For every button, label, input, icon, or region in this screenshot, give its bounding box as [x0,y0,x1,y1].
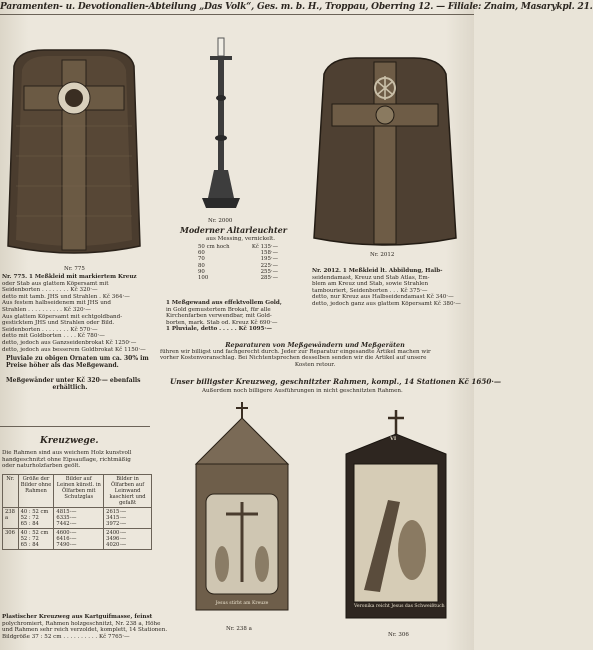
text-line: Aus festem halbseidenem mit JHS und [2,300,111,307]
text-line: Preise höher als das Meßgewand. [6,361,119,369]
text-line: 1 Pluviale, detto . . . . . Kč 1095·— [166,326,272,333]
vestment-2012-description [312,268,472,308]
text-line: tambouriert, Seidenborten . . . Kč 375·— [312,287,428,294]
repair-section [160,342,470,368]
page-header: Paramenten- u. Devotionalien-Abteilung „Das Volk“, Ges. m. b. H., Troppau, Oberring 12. — Filiale: Znaim, Masarykpl. 21. [0,2,474,15]
kreuzwege-intro [2,450,150,470]
table-cell: 306 [3,529,19,550]
leuchter-row: 60 158·— [198,250,278,257]
text-line: detto, jedoch aus Ganzseidenbrokat Kč 1250·— [2,339,137,346]
table-cell: 2615·— 3415·— 3972·— [104,508,152,529]
leuchter-row: 50 cm hoch Kč 135·— [198,244,278,250]
text-line: detto, nur Kreuz aus Halbseidendamast Kč 340·— [312,294,454,301]
text-line: Bildgröße 37 : 52 cm . . . . . . . . . . Kč 7765·— [2,633,130,640]
text-line: Kirchenfarben verwendbar, mit Gold- [166,313,272,320]
caption-775: Nr. 775 [64,266,85,272]
plastic-kreuzweg-description [2,614,168,640]
leuchter-title: Moderner Altarleuchter [180,225,287,235]
station-306-plaque: Veronika reicht Jesus das Schweißtuch [354,604,445,609]
text-line: Meßgewänder unter Kč 320·— ebenfalls [6,377,141,384]
text-line: gesticktem JHS und Strahlen oder Bild. [2,320,115,327]
caption-238a: Nr. 238 a [226,626,252,632]
table-cell: 2400·— 3496·— 4020·— [104,529,152,550]
leuchter-row: 70 195·— [198,256,278,263]
text-line: vorher Kostenvoranschlag. Bei Nichtentsprechen desselben senden wir die Artikel auf unsere [160,355,427,362]
messgewaender-note [6,377,141,391]
text-line: handgeschnitzt ohne Eipsauflage, richtmäßig [2,456,131,463]
text-line: Seidenborten . . . . . . . . Kč 570·— [2,326,98,333]
leuchter-row: 100 285·— [198,275,278,282]
text-line: borten, mark. Stab od. Kreuz Kč 690·— [166,319,278,326]
kreuzweg-offer-title: Unser billigster Kreuzweg, geschnitzter Rahmen, kompl., 14 Stationen Kč 1650·— [170,377,502,386]
divider [0,426,150,427]
station-238a-plaque: Jesus stirbt am Kreuze [215,601,269,606]
vestment-2012-illustration [310,52,460,252]
table-row [3,508,152,529]
caption-2000: Nr. 2000 [208,218,233,224]
text-line: detto mit tamb. JHS und Strahlen . Kč 364·— [2,293,130,300]
text-line: Pluviale zu obigen Ornaten um ca. 30% im [6,355,149,362]
table-cell: 238 a [3,508,19,529]
repair-title: Reparaturen von Meßgewändern und Meßgeräten [225,341,405,349]
text-line: Nr. 775. 1 Meßkleid mit markiertem Kreuz [2,274,137,280]
table-cell: 40 : 52 cm 52 : 72 65 : 84 [18,508,54,529]
vestment-775-description [2,274,146,353]
station-306-number: VI [390,436,397,442]
leuchter-price-list [198,244,278,281]
text-line: oder naturholzfarben geölt. [2,463,81,470]
text-line: detto, jedoch aus besserem Goldbrokat Kč 1150·— [2,346,146,353]
table-cell: 40 : 52 cm 52 : 72 65 : 84 [18,529,54,550]
kreuzwege-price-table [2,474,152,550]
table-header: Bilder auf Leinen künstl. in Ölfarben mit Schutzglas [54,475,104,508]
text-line: Plastischer Kreuzweg aus Kartguifmasse, feinst [2,614,153,620]
leuchter-row: 90 255·— [198,268,278,275]
candlestick-illustration [196,38,246,218]
text-line: detto mit Goldborten . . . . Kč 780·— [2,333,105,340]
text-line: Nr. 2012. 1 Meßkleid lt. Abbildung, Halb- [312,268,443,274]
text-line: seidendamast, Kreuz und Stab Atlas, Em- [312,274,430,281]
vestment-775-illustration [4,46,144,264]
table-cell: 4815·— 6335·— 7442·— [54,508,104,529]
text-line: Aus glattem Köpersamt mit echtgoldband- [2,313,123,320]
table-header: Nr. [3,475,19,508]
table-header: Größe der Bilder ohne Rahmen [18,475,54,508]
text-line: oder Stab aus glattem Köpersamt mit [2,280,109,287]
text-line: Die Rahmen sind aus weichem Holz kunstvoll [2,450,132,456]
caption-306: Nr. 306 [388,632,409,638]
text-line: in Gold gemustertem Brokat, für alle [166,306,271,313]
leuchter-row: 80 225·— [198,262,278,269]
text-line: polychromiert, Rahmen holzgeschnitzt, Nr. 238 a, Höhe [2,620,161,627]
text-line: detto, jedoch ganz aus glattem Köpersamt Kč 380·— [312,300,461,307]
text-line: Kosten retour. [294,361,336,368]
text-line: Strahlen . . . . . . . . . . Kč 320·— [2,306,91,313]
kreuzweg-offer-sub: Außerdem noch billigere Ausführungen in nicht geschnitzten Rahmen. [202,388,403,394]
text-line: Seidenborten . . . . . . . . Kč 320·— [2,287,98,294]
messgewand-gold-description [166,300,306,333]
table-cell: 4600·— 6416·— 7490·— [54,529,104,550]
text-line: blem am Kreuz und Stab, sowie Strahlen [312,281,429,288]
text-line: erhältlich. [52,383,88,391]
table-row [3,529,152,550]
text-line: und Rahmen sehr reich verzoldet, komplett, 14 Stationen. [2,627,168,634]
text-line: führen wir billigst und fachgerecht durch. Jeder zur Reparatur eingesandte Artikel machen wir [160,348,431,355]
station-238a-illustration [192,402,292,620]
kreuzwege-title: Kreuzwege. [40,436,99,446]
table-header: Bilder in Ölfarben auf Leinwand kaschiert und gefaßt [104,475,152,508]
pluviale-note [6,355,149,369]
text-line: 1 Meßgewand aus effektvollem Gold, [166,300,282,306]
leuchter-subtitle: aus Messing, vernickelt. [206,236,276,242]
caption-2012: Nr. 2012 [370,252,395,258]
